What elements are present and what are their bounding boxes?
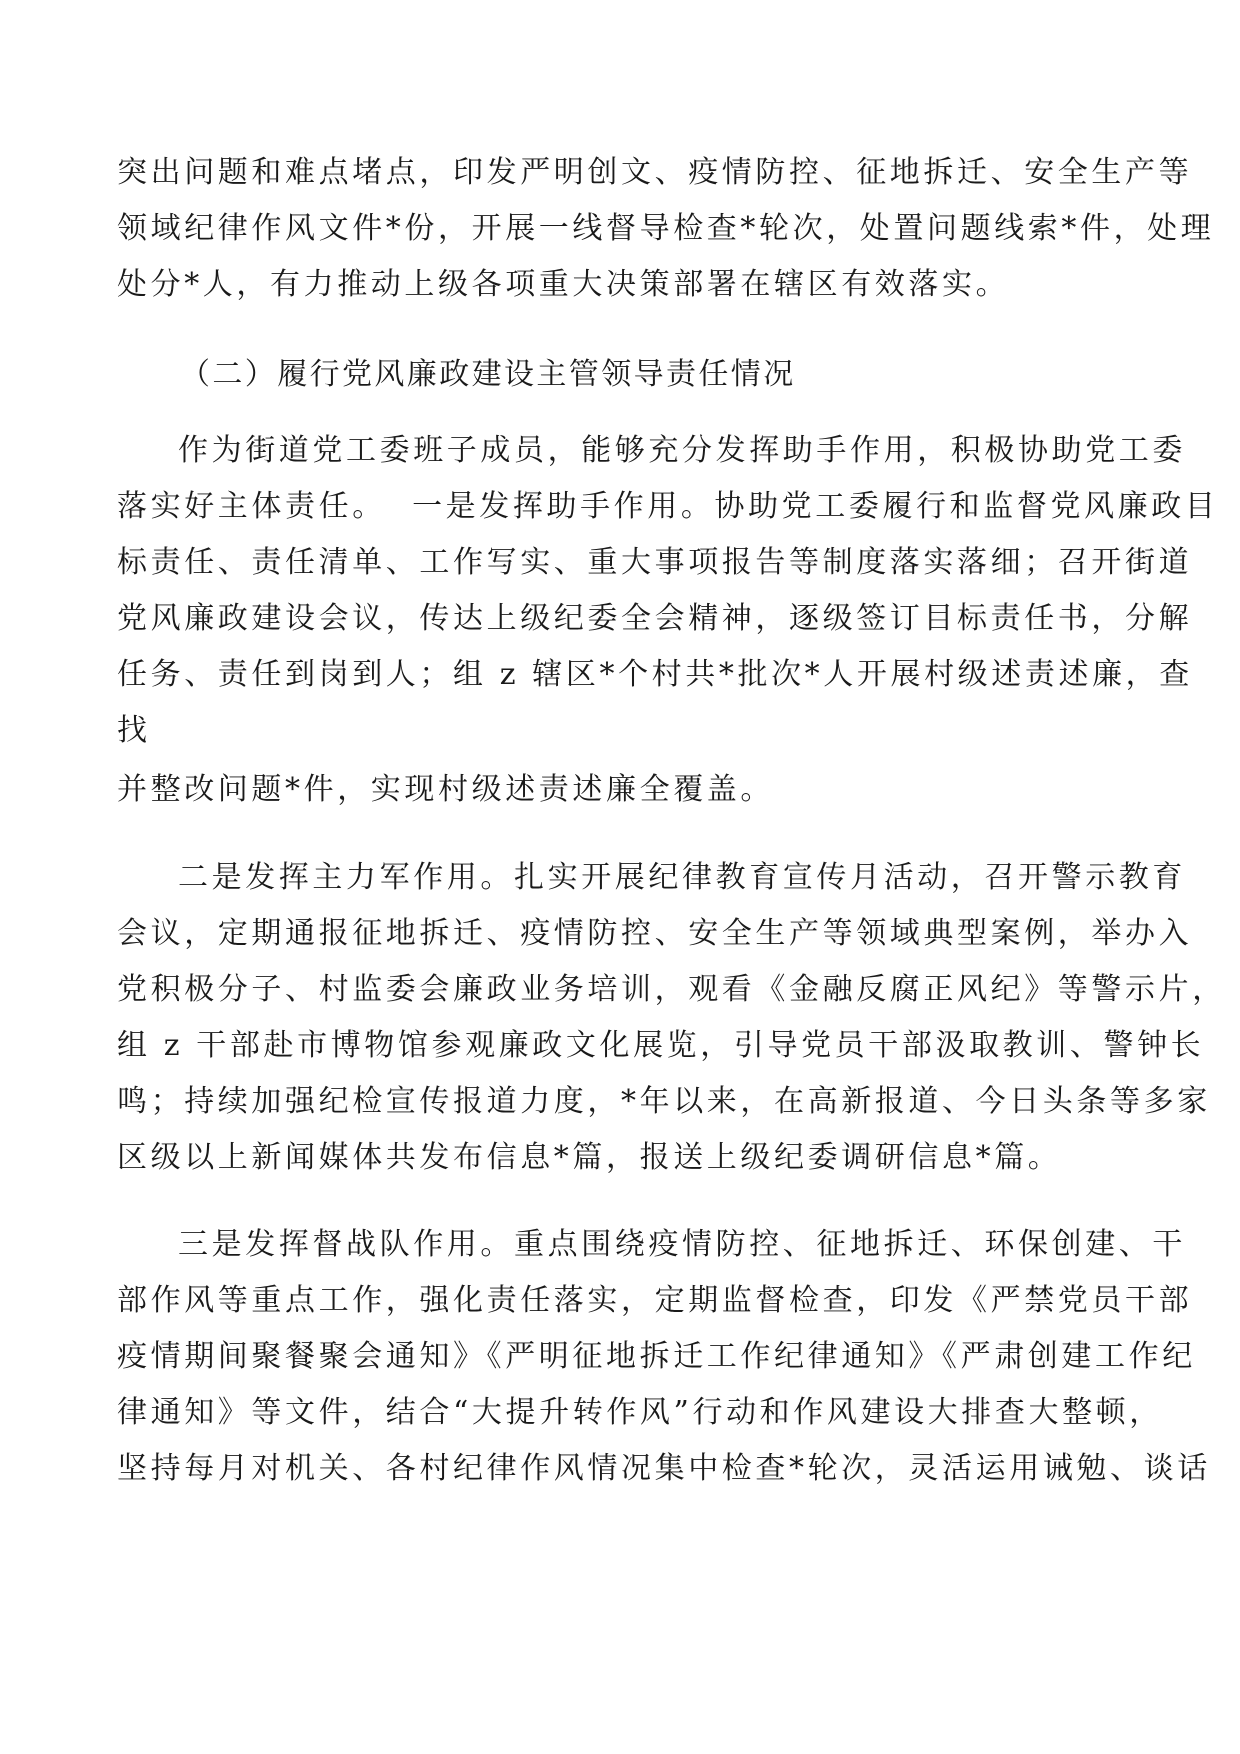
paragraph-1-line-3: 处分*人，有力推动上级各项重大决策部署在辖区有效落实。	[117, 267, 1010, 302]
paragraph-3-line-3: 党积极分子、村监委会廉政业务培训，观看《金融反腐正风纪》等警示片，	[117, 972, 1226, 1007]
paragraph-1-line-1: 突出问题和难点堵点，印发严明创文、疫情防控、征地拆迁、安全生产等	[117, 155, 1193, 190]
paragraph-2-line-6: 找	[117, 713, 151, 748]
paragraph-4-line-2: 部作风等重点工作，强化责任落实，定期监督检查，印发《严禁党员干部	[117, 1283, 1193, 1318]
paragraph-4-line-4: 律通知》等文件，结合“大提升转作风”行动和作风建设大排查大整顿，	[117, 1395, 1163, 1430]
paragraph-3-line-2: 会议，定期通报征地拆迁、疫情防控、安全生产等领域典型案例，举办入	[117, 916, 1193, 951]
paragraph-2-line-1: 作为街道党工委班子成员，能够充分发挥助手作用，积极协助党工委	[178, 433, 1186, 468]
paragraph-2-line-7: 并整改问题*件，实现村级述责述廉全覆盖。	[117, 772, 774, 807]
paragraph-3-line-6: 区级以上新闻媒体共发布信息*篇，报送上级纪委调研信息*篇。	[117, 1140, 1062, 1175]
paragraph-3-line-4: 组 z 干部赴市博物馆参观廉政文化展览，引导党员干部汲取教训、警钟长	[117, 1028, 1205, 1063]
paragraph-2-line-4: 党风廉政建设会议，传达上级纪委全会精神，逐级签订目标责任书，分解	[117, 601, 1193, 636]
paragraph-4-line-5: 坚持每月对机关、各村纪律作风情况集中检查*轮次，灵活运用诫勉、谈话	[117, 1451, 1211, 1486]
paragraph-3-line-5: 鸣；持续加强纪检宣传报道力度，*年以来，在高新报道、今日头条等多家	[117, 1084, 1211, 1119]
paragraph-2-line-3: 标责任、责任清单、工作写实、重大事项报告等制度落实落细；召开街道	[117, 545, 1193, 580]
section-heading: （二）履行党风廉政建设主管领导责任情况	[180, 357, 796, 392]
paragraph-2-line-2: 落实好主体责任。 一是发挥助手作用。协助党工委履行和监督党风廉政目	[117, 489, 1219, 524]
paragraph-1-line-2: 领域纪律作风文件*份，开展一线督导检查*轮次，处置问题线索*件，处理	[117, 211, 1215, 246]
paragraph-2-line-5: 任务、责任到岗到人；组 z 辖区*个村共*批次*人开展村级述责述廉，查	[117, 657, 1193, 692]
paragraph-4-line-1: 三是发挥督战队作用。重点围绕疫情防控、征地拆迁、环保创建、干	[178, 1227, 1186, 1262]
paragraph-3-line-1: 二是发挥主力军作用。扎实开展纪律教育宣传月活动，召开警示教育	[178, 860, 1186, 895]
paragraph-4-line-3: 疫情期间聚餐聚会通知》《严明征地拆迁工作纪律通知》《严肃创建工作纪	[117, 1339, 1196, 1374]
